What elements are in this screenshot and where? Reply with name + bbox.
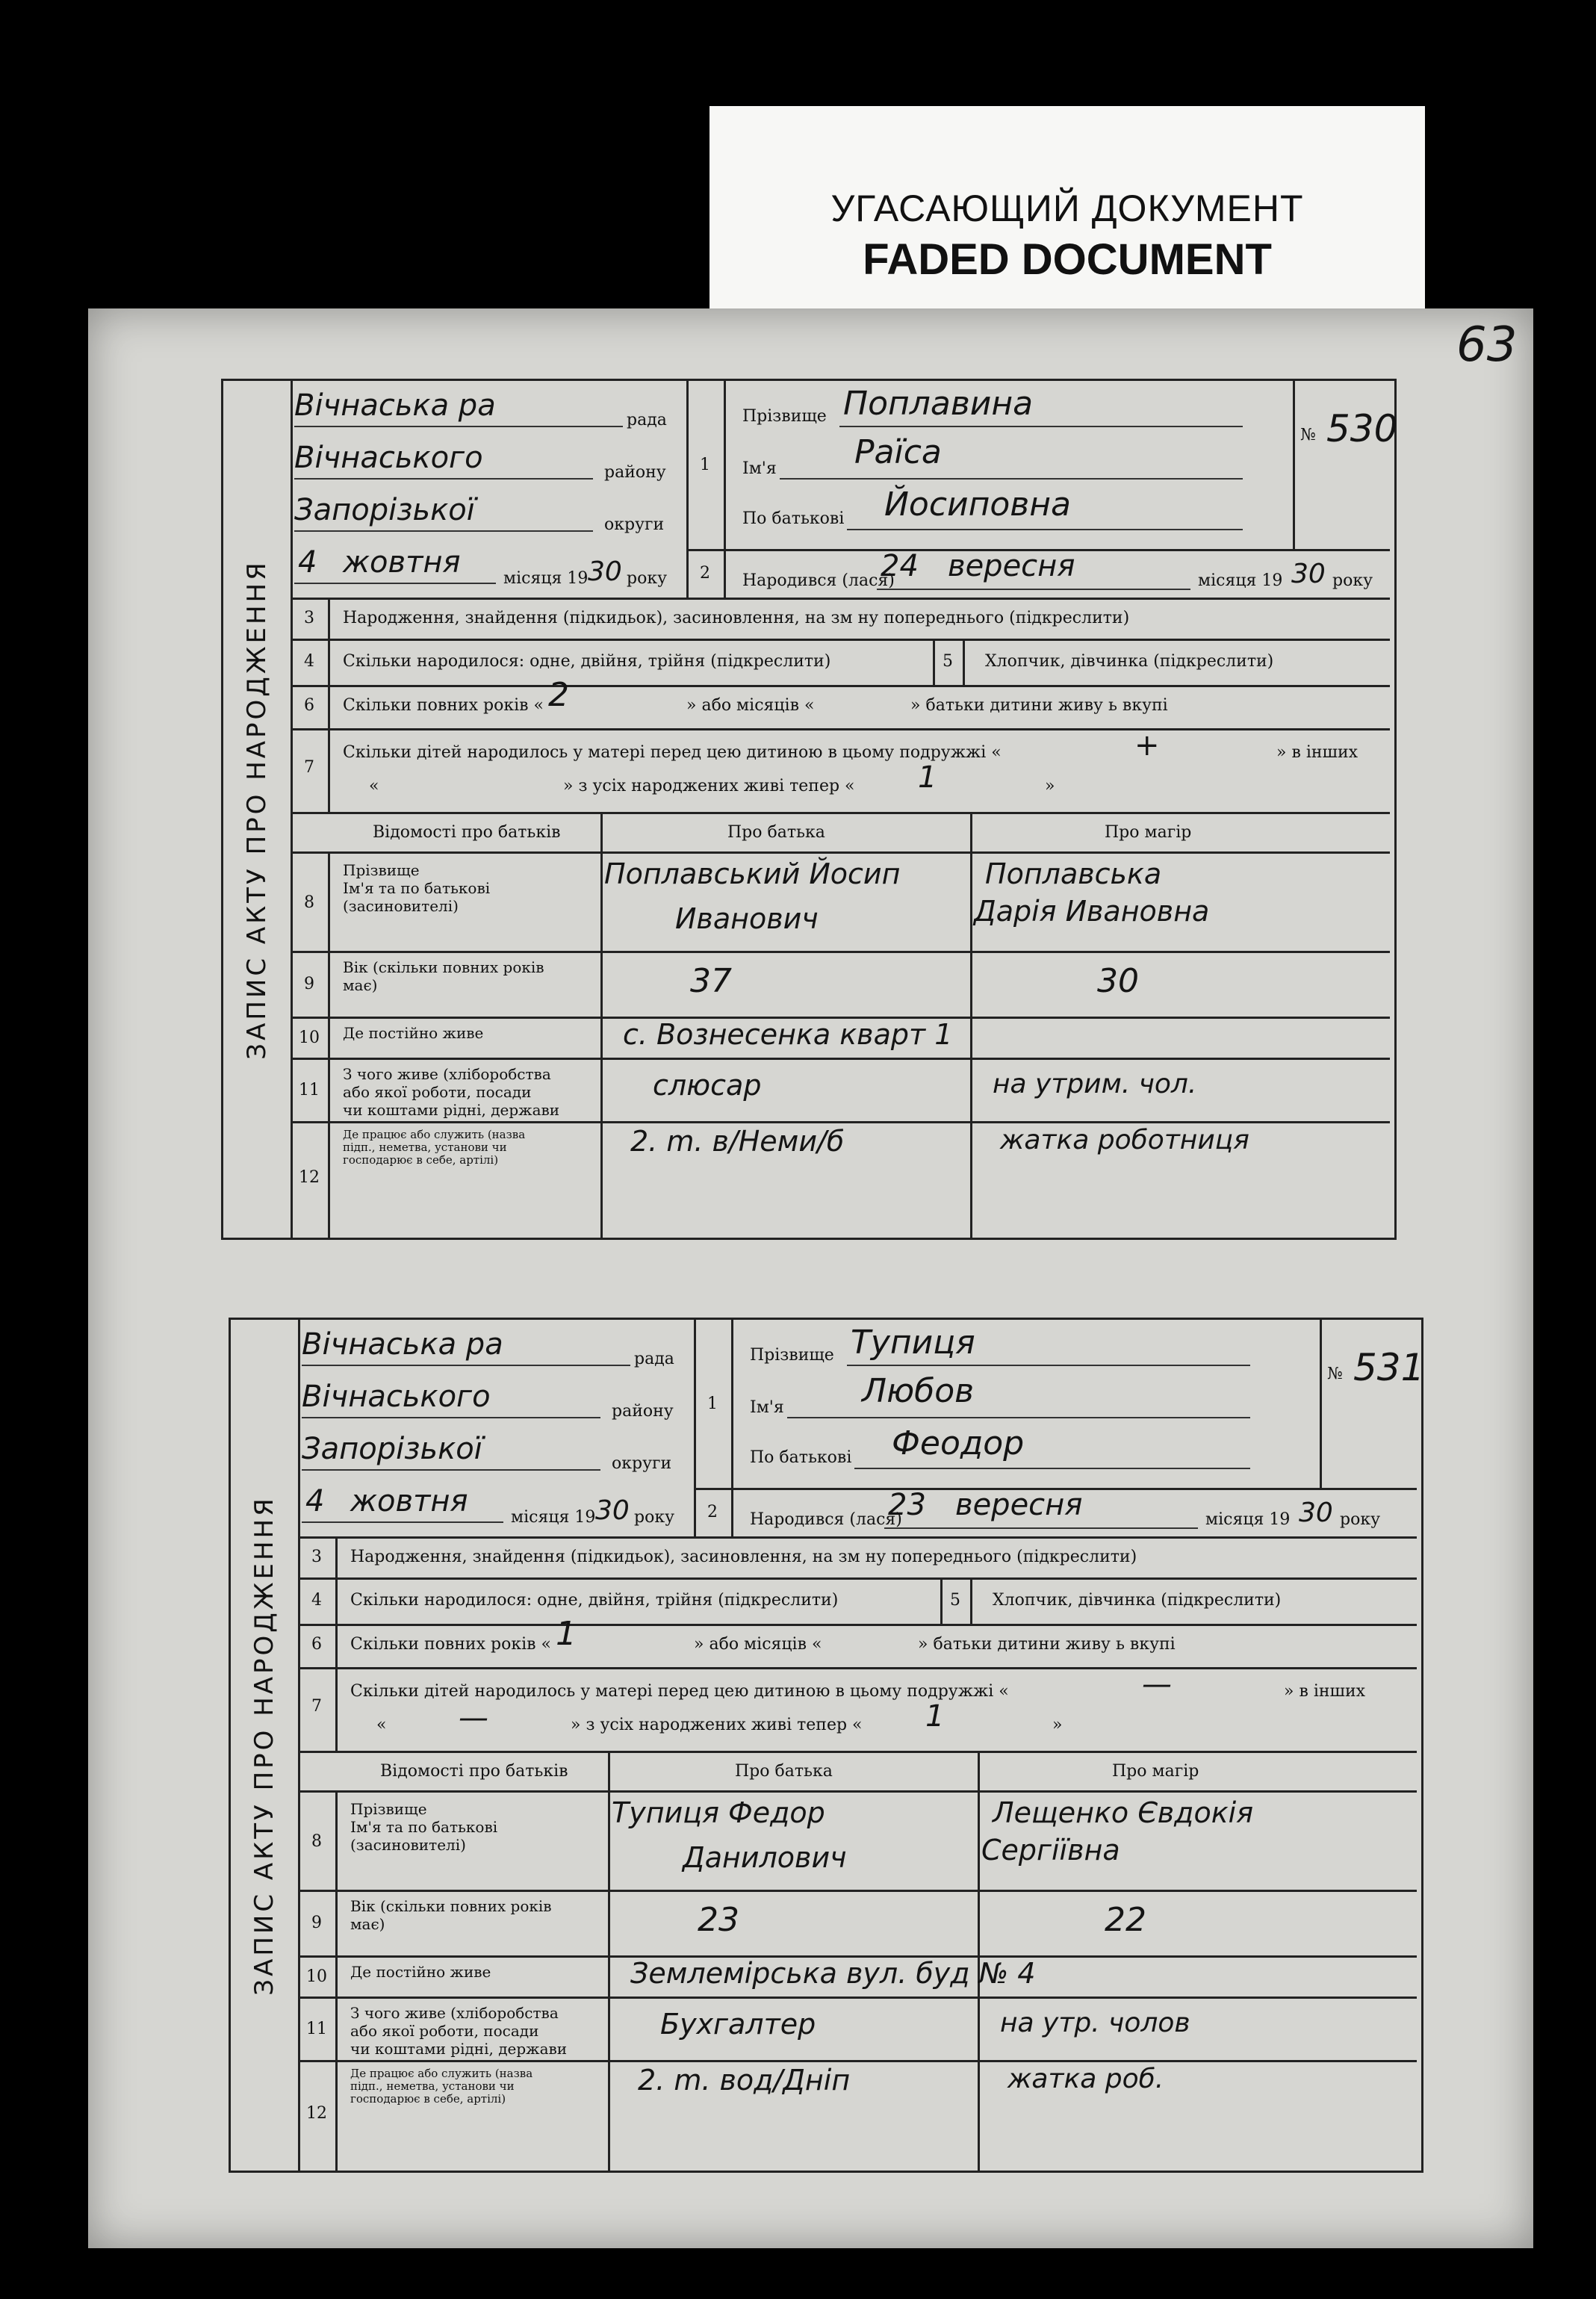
row7-label-a: Скільки дітей народилось у матері перед цею дитиною в цьому подружжі «	[343, 743, 1002, 762]
okruh-label: округи	[612, 1454, 672, 1473]
birth-record-1	[221, 379, 1397, 1240]
row-number-6: 6	[311, 1635, 322, 1654]
row5-text: Хлопчик, дівчинка (підкреслити)	[985, 652, 1274, 671]
row6-label-b: » або місяців «	[686, 696, 815, 715]
header-num-rule	[731, 1320, 733, 1536]
children-other: —	[459, 1701, 488, 1735]
registration-month: жовтня	[350, 1484, 468, 1518]
row7-label-b: » в інших	[1284, 1682, 1366, 1701]
mother-workplace: жатка роб.	[1007, 2064, 1164, 2094]
father-name-line1: Тупиця Федор	[612, 1796, 825, 1829]
row7-label-c: «	[369, 777, 379, 795]
residence-value: с. Вознесенка кварт 1	[623, 1018, 953, 1051]
years-together: 2	[548, 676, 569, 714]
row11-label: З чого живе (хліборобства або якої роботи, посади чи коштами рідні, держави	[350, 2004, 568, 2058]
patronymic-label: По батькові	[742, 509, 845, 528]
row-number-9: 9	[311, 1914, 322, 1932]
mother-name-line1: Лещенко Євдокія	[993, 1796, 1254, 1829]
row6-label-c: » батьки дитини живу ь вкупі	[910, 696, 1168, 715]
father-age: 23	[698, 1901, 739, 1939]
father-name-line2: Иванович	[675, 902, 819, 935]
raion-label: району	[612, 1402, 674, 1421]
underline	[294, 478, 593, 480]
children-alive: 1	[918, 760, 937, 795]
number-column-rule	[335, 1536, 338, 1751]
surname-value: Тупиця	[851, 1324, 975, 1362]
row-rule	[291, 812, 1390, 814]
mother-occupation: на утрим. чол.	[993, 1069, 1197, 1099]
record-form	[298, 1320, 1425, 2171]
table-col-rule-2	[970, 814, 972, 1238]
number-label: №	[1327, 1365, 1343, 1383]
registration-day: 4	[305, 1484, 325, 1518]
registration-day: 4	[298, 545, 317, 580]
children-before: —	[1142, 1667, 1172, 1701]
row5-split-rule	[970, 1577, 972, 1624]
row8-label: Прізвище Ім'я та по батькові (засиновителі)	[350, 1800, 498, 1854]
okruh-value: Запорізької	[302, 1432, 482, 1466]
underline	[884, 1527, 1198, 1529]
row9-label: Вік (скільки повних років має)	[343, 958, 544, 994]
row6-label-c: » батьки дитини живу ь вкупі	[918, 1635, 1176, 1654]
column-info-header: Відомості про батьків	[380, 1762, 568, 1781]
row4-text: Скільки народилося: одне, двійня, трійня (підкреслити)	[343, 652, 831, 671]
born-label: Народився (лася)	[742, 571, 895, 590]
table-row-rule	[291, 951, 1390, 953]
number-box-rule	[1293, 381, 1295, 549]
row7-label-e: »	[1045, 777, 1055, 795]
number-column-rule	[328, 598, 330, 812]
born-month-label: місяця 19	[1198, 571, 1283, 590]
row10-label: Де постійно живе	[343, 1024, 484, 1042]
birth-year: 30	[1299, 1498, 1333, 1528]
registration-year-label: року	[627, 569, 668, 588]
row-number-10: 10	[299, 1028, 320, 1047]
mother-age: 22	[1105, 1901, 1146, 1939]
raion-value: Вічнаського	[302, 1380, 491, 1414]
row11-label: З чого живе (хліборобства або якої роботи, посади чи коштами рідні, держави	[343, 1065, 560, 1119]
birth-day: 24	[881, 549, 919, 583]
surname-label: Прізвище	[742, 407, 827, 426]
row-rule	[298, 1667, 1417, 1669]
years-together: 1	[556, 1615, 577, 1653]
name-value: Раїса	[854, 433, 942, 471]
table-header-rule	[291, 851, 1390, 854]
row-rule	[298, 1577, 1417, 1580]
row-number-6: 6	[304, 696, 314, 715]
name-label: Ім'я	[742, 459, 777, 478]
mother-name-line2: Сергіївна	[981, 1834, 1120, 1867]
table-row-rule	[291, 1121, 1390, 1123]
mother-name-line2: Дарія Ивановна	[974, 895, 1210, 928]
underline	[847, 529, 1243, 530]
stamp-english-text: FADED DOCUMENT	[863, 235, 1272, 284]
stamp-russian-text: УГАСАЮЩИЙ ДОКУМЕНТ	[830, 187, 1304, 229]
row7-label-c: «	[376, 1716, 387, 1734]
row-number-7: 7	[304, 758, 314, 777]
father-workplace: 2. m. вод/Дніп	[638, 2064, 851, 2097]
okruh-value: Запорізької	[294, 493, 475, 527]
father-occupation: Бухгалтер	[660, 2008, 816, 2041]
underline	[302, 1469, 600, 1471]
rada-label: рада	[634, 1350, 674, 1368]
record-number: 530	[1326, 407, 1398, 450]
table-row-rule	[298, 1890, 1417, 1892]
born-label: Народився (лася)	[750, 1510, 902, 1529]
underline	[302, 1365, 630, 1366]
row-number-3: 3	[304, 609, 314, 627]
row8-label: Прізвище Ім'я та по батькові (засиновителі)	[343, 861, 491, 915]
birth-month: вересня	[948, 549, 1075, 583]
patronymic-label: По батькові	[750, 1448, 852, 1467]
table-col-rule-1	[608, 1753, 610, 2171]
number-box-rule	[1320, 1320, 1322, 1488]
column-mother-header: Про магір	[1105, 823, 1192, 842]
row-number-1: 1	[707, 1394, 718, 1413]
side-title	[231, 1320, 300, 2171]
surname-label: Прізвище	[750, 1346, 834, 1365]
row-number-8: 8	[311, 1832, 322, 1851]
row-number-1: 1	[700, 456, 710, 474]
row-number-12: 12	[306, 2104, 327, 2123]
registration-year: 30	[588, 556, 622, 587]
table-col-rule-1	[600, 814, 603, 1238]
row-number-8: 8	[304, 893, 314, 912]
rada-label: рада	[627, 411, 667, 429]
side-title-text: ЗАПИС АКТУ ПРО НАРОДЖЕННЯ	[242, 559, 272, 1060]
row9-label: Вік (скільки повних років має)	[350, 1897, 552, 1933]
column-father-header: Про батька	[735, 1762, 833, 1781]
side-title-text: ЗАПИС АКТУ ПРО НАРОДЖЕННЯ	[249, 1495, 279, 1996]
table-row-rule	[298, 1996, 1417, 1999]
row-rule	[291, 639, 1390, 641]
header-num-rule	[724, 381, 726, 598]
underline	[302, 1417, 600, 1418]
born-month-label: місяця 19	[1205, 1510, 1291, 1529]
born-year-label: року	[1332, 571, 1373, 590]
patronymic-value: Йосиповна	[884, 485, 1071, 524]
table-num-col-rule	[328, 851, 330, 1238]
table-row-rule	[291, 1058, 1390, 1060]
mother-age: 30	[1097, 962, 1139, 1000]
row-number-2: 2	[700, 564, 710, 583]
row12-label: Де працює або служить (назва підп., неметва, установи чи господарює в себе, артілі)	[343, 1128, 526, 1167]
underline	[847, 1365, 1250, 1366]
row-number-2: 2	[707, 1503, 718, 1521]
birth-record-2	[229, 1318, 1423, 2173]
row3-text: Народження, знайдення (підкидьок), засиновлення, на зм ну попереднього (підкреслити)	[350, 1548, 1137, 1566]
column-info-header: Відомості про батьків	[373, 823, 561, 842]
column-mother-header: Про магір	[1112, 1762, 1199, 1781]
row-number-4: 4	[304, 652, 314, 671]
residence-value: Землемірська вул. буд № 4	[630, 1957, 1036, 1990]
table-num-col-rule	[335, 1790, 338, 2171]
name-value: Любов	[862, 1372, 975, 1410]
underline	[780, 478, 1243, 480]
underline	[839, 426, 1243, 427]
underline	[294, 426, 623, 427]
header-bottom-rule	[298, 1536, 1417, 1539]
row7-label-a: Скільки дітей народилось у матері перед цею дитиною в цьому подружжі «	[350, 1682, 1009, 1701]
table-header-rule	[298, 1790, 1417, 1793]
row-number-12: 12	[299, 1168, 320, 1187]
raion-label: району	[604, 463, 666, 482]
row6-label-a: Скільки повних років «	[343, 696, 544, 715]
row-number-11: 11	[299, 1080, 320, 1099]
row-rule	[298, 1624, 1417, 1626]
row-number-7: 7	[311, 1697, 322, 1716]
row-number-5: 5	[950, 1591, 960, 1610]
row-number-11: 11	[306, 2019, 327, 2038]
father-name-line1: Поплавський Йосип	[604, 857, 901, 890]
row12-label: Де працює або служить (назва підп., неметва, установи чи господарює в себе, артілі)	[350, 2067, 533, 2106]
underline	[787, 1417, 1250, 1418]
rada-value: Вічнаська ра	[294, 388, 496, 423]
page-number: 63	[1456, 317, 1518, 373]
row5-text: Хлопчик, дівчинка (підкреслити)	[993, 1591, 1282, 1610]
registration-month: жовтня	[343, 545, 461, 580]
registration-year: 30	[595, 1495, 630, 1526]
registration-month-label: місяця 19	[511, 1508, 596, 1527]
table-row-rule	[298, 2060, 1417, 2062]
header-bottom-rule	[291, 598, 1390, 600]
mother-name-line1: Поплавська	[985, 857, 1162, 890]
row6-label-b: » або місяців «	[694, 1635, 822, 1654]
faded-document-stamp	[709, 106, 1425, 309]
birth-month: вересня	[955, 1488, 1083, 1522]
name-label: Ім'я	[750, 1398, 784, 1417]
record-number: 531	[1353, 1346, 1425, 1389]
underline	[294, 583, 496, 584]
record-form	[291, 381, 1398, 1238]
row4-text: Скільки народилося: одне, двійня, трійня (підкреслити)	[350, 1591, 839, 1610]
row7-label-d: » з усіх народжених живі тепер «	[571, 1716, 863, 1734]
mother-occupation: на утр. чолов	[1000, 2008, 1190, 2038]
registration-year-label: року	[634, 1508, 675, 1527]
header-split-rule	[686, 381, 689, 598]
row-number-3: 3	[311, 1548, 322, 1566]
row-number-4: 4	[311, 1591, 322, 1610]
header-split-rule	[694, 1320, 696, 1536]
column-father-header: Про батька	[727, 823, 825, 842]
underline	[854, 1468, 1250, 1469]
underline	[877, 589, 1190, 590]
children-before: +	[1134, 728, 1160, 763]
row-rule	[291, 685, 1390, 687]
side-title	[223, 381, 293, 1238]
row3-text: Народження, знайдення (підкидьок), засиновлення, на зм ну попереднього (підкреслити)	[343, 609, 1130, 627]
row7-label-b: » в інших	[1276, 743, 1359, 762]
father-name-line2: Данилович	[683, 1841, 847, 1874]
born-year-label: року	[1340, 1510, 1381, 1529]
row6-label-a: Скільки повних років «	[350, 1635, 551, 1654]
row7-label-e: »	[1052, 1716, 1063, 1734]
row5-split-rule	[963, 639, 965, 685]
registration-month-label: місяця 19	[503, 569, 589, 588]
row-rule	[291, 728, 1390, 730]
row7-label-d: » з усіх народжених живі тепер «	[563, 777, 855, 795]
number-label: №	[1300, 426, 1316, 444]
father-workplace: 2. m. в/Неми/б	[630, 1125, 845, 1158]
mother-workplace: жатка роботниця	[1000, 1125, 1249, 1155]
row-number-5: 5	[943, 652, 953, 671]
surname-value: Поплавина	[843, 385, 1034, 423]
children-alive: 1	[925, 1699, 945, 1734]
birth-day: 23	[888, 1488, 926, 1522]
raion-value: Вічнаського	[294, 441, 483, 475]
father-occupation: слюсар	[653, 1069, 762, 1102]
underline	[302, 1521, 503, 1523]
birth-year: 30	[1291, 559, 1326, 589]
row-rule	[298, 1751, 1417, 1753]
row10-label: Де постійно живе	[350, 1963, 491, 1981]
rada-value: Вічнаська ра	[302, 1327, 503, 1362]
patronymic-value: Феодор	[892, 1424, 1025, 1462]
father-age: 37	[690, 962, 732, 1000]
underline	[294, 530, 593, 532]
okruh-label: округи	[604, 515, 665, 534]
row-number-10: 10	[306, 1967, 327, 1986]
row-number-9: 9	[304, 975, 314, 993]
